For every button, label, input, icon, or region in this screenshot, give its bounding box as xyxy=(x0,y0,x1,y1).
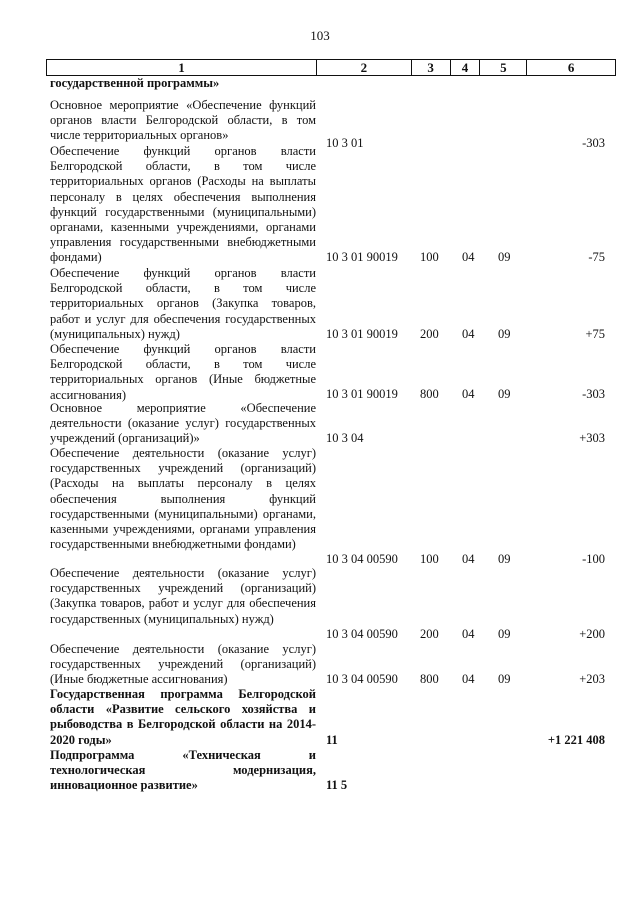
col-header-2: 2 xyxy=(317,60,412,75)
row-amount: +203 xyxy=(579,672,605,686)
row-code: 10 3 04 00590 xyxy=(326,552,398,566)
row-name: Основное мероприятие «Обеспечение деятельности (оказание услуг) государственных учреждений (организаций)» xyxy=(50,401,316,446)
row-code: 10 3 01 90019 xyxy=(326,250,398,264)
row-amount: -303 xyxy=(582,136,605,150)
row-amount: +303 xyxy=(579,431,605,445)
col-header-1: 1 xyxy=(47,60,317,75)
row-col4: 04 xyxy=(462,250,475,264)
row-code: 10 3 01 90019 xyxy=(326,387,398,401)
row-code: 11 5 xyxy=(326,778,348,792)
row-name: Обеспечение функций органов власти Белгородской области, в том числе территориальных органов (Закупка товаров, работ и услуг для обеспечения государственных (муниципальных) нужд) xyxy=(50,266,316,341)
row-name: Обеспечение деятельности (оказание услуг) государственных учреждений (организаций) (Расходы на выплаты персоналу в целях обеспечения выполнения функций государственными (муниципальными) органами, казенными учреждениями, органами управления государственными внебюджетными фондами) xyxy=(50,446,316,552)
table-header xyxy=(46,59,616,76)
page-number: 103 xyxy=(310,28,330,43)
row-col5: 09 xyxy=(498,250,511,264)
row-col3: 800 xyxy=(420,387,439,401)
col-header-4: 4 xyxy=(451,60,481,75)
row-name: Основное мероприятие «Обеспечение функций органов власти Белгородской области, в том числе территориальных органов» xyxy=(50,98,316,143)
col-header-3: 3 xyxy=(412,60,451,75)
row-amount: -303 xyxy=(582,387,605,401)
row-amount: +1 221 408 xyxy=(547,733,605,747)
row-col3: 100 xyxy=(420,250,439,264)
row-col4: 04 xyxy=(462,672,475,686)
row-amount: -100 xyxy=(582,552,605,566)
row-col5: 09 xyxy=(498,387,511,401)
row-name: Государственная программа Белгородской области «Развитие сельского хозяйства и рыбоводства в Белгородской области на 2014-2020 годы» xyxy=(50,687,316,747)
row-col5: 09 xyxy=(498,552,511,566)
row-code: 10 3 04 00590 xyxy=(326,627,398,641)
row-amount: -75 xyxy=(588,250,605,264)
row-col5: 09 xyxy=(498,327,511,341)
row-name: Обеспечение функций органов власти Белгородской области, в том числе территориальных органов (Расходы на выплаты персоналу в целях обеспечения выполнения функций государственными (муниципальными) органами, казенными учреждениями, органами управления государственными внебюджетными фондами) xyxy=(50,144,316,265)
row-code: 10 3 01 90019 xyxy=(326,327,398,341)
row-name: Обеспечение функций органов власти Белгородской области, в том числе территориальных органов (Иные бюджетные ассигнования) xyxy=(50,342,316,402)
row-col4: 04 xyxy=(462,552,475,566)
row-col4: 04 xyxy=(462,627,475,641)
row-col3: 800 xyxy=(420,672,439,686)
row-code: 10 3 01 xyxy=(326,136,364,150)
row-col3: 200 xyxy=(420,327,439,341)
col-header-5: 5 xyxy=(480,60,527,75)
row-col4: 04 xyxy=(462,387,475,401)
row-col3: 100 xyxy=(420,552,439,566)
row-name: Обеспечение деятельности (оказание услуг) государственных учреждений (организаций) (Закупка товаров, работ и услуг для обеспечения государственных (муниципальных) нужд) xyxy=(50,566,316,626)
row-name: Обеспечение деятельности (оказание услуг) государственных учреждений (организаций) (Иные бюджетные ассигнования) xyxy=(50,642,316,687)
col-header-6: 6 xyxy=(567,60,575,75)
row-col3: 200 xyxy=(420,627,439,641)
row-code: 10 3 04 xyxy=(326,431,364,445)
row-col5: 09 xyxy=(498,627,511,641)
row-col4: 04 xyxy=(462,327,475,341)
row-amount: +200 xyxy=(579,627,605,641)
row-name: государственной программы» xyxy=(50,76,220,90)
row-name: Подпрограмма «Техническая и технологическая модернизация, инновационное развитие» xyxy=(50,748,316,793)
row-col5: 09 xyxy=(498,672,511,686)
row-code: 10 3 04 00590 xyxy=(326,672,398,686)
row-code: 11 xyxy=(326,733,338,747)
row-amount: +75 xyxy=(585,327,605,341)
